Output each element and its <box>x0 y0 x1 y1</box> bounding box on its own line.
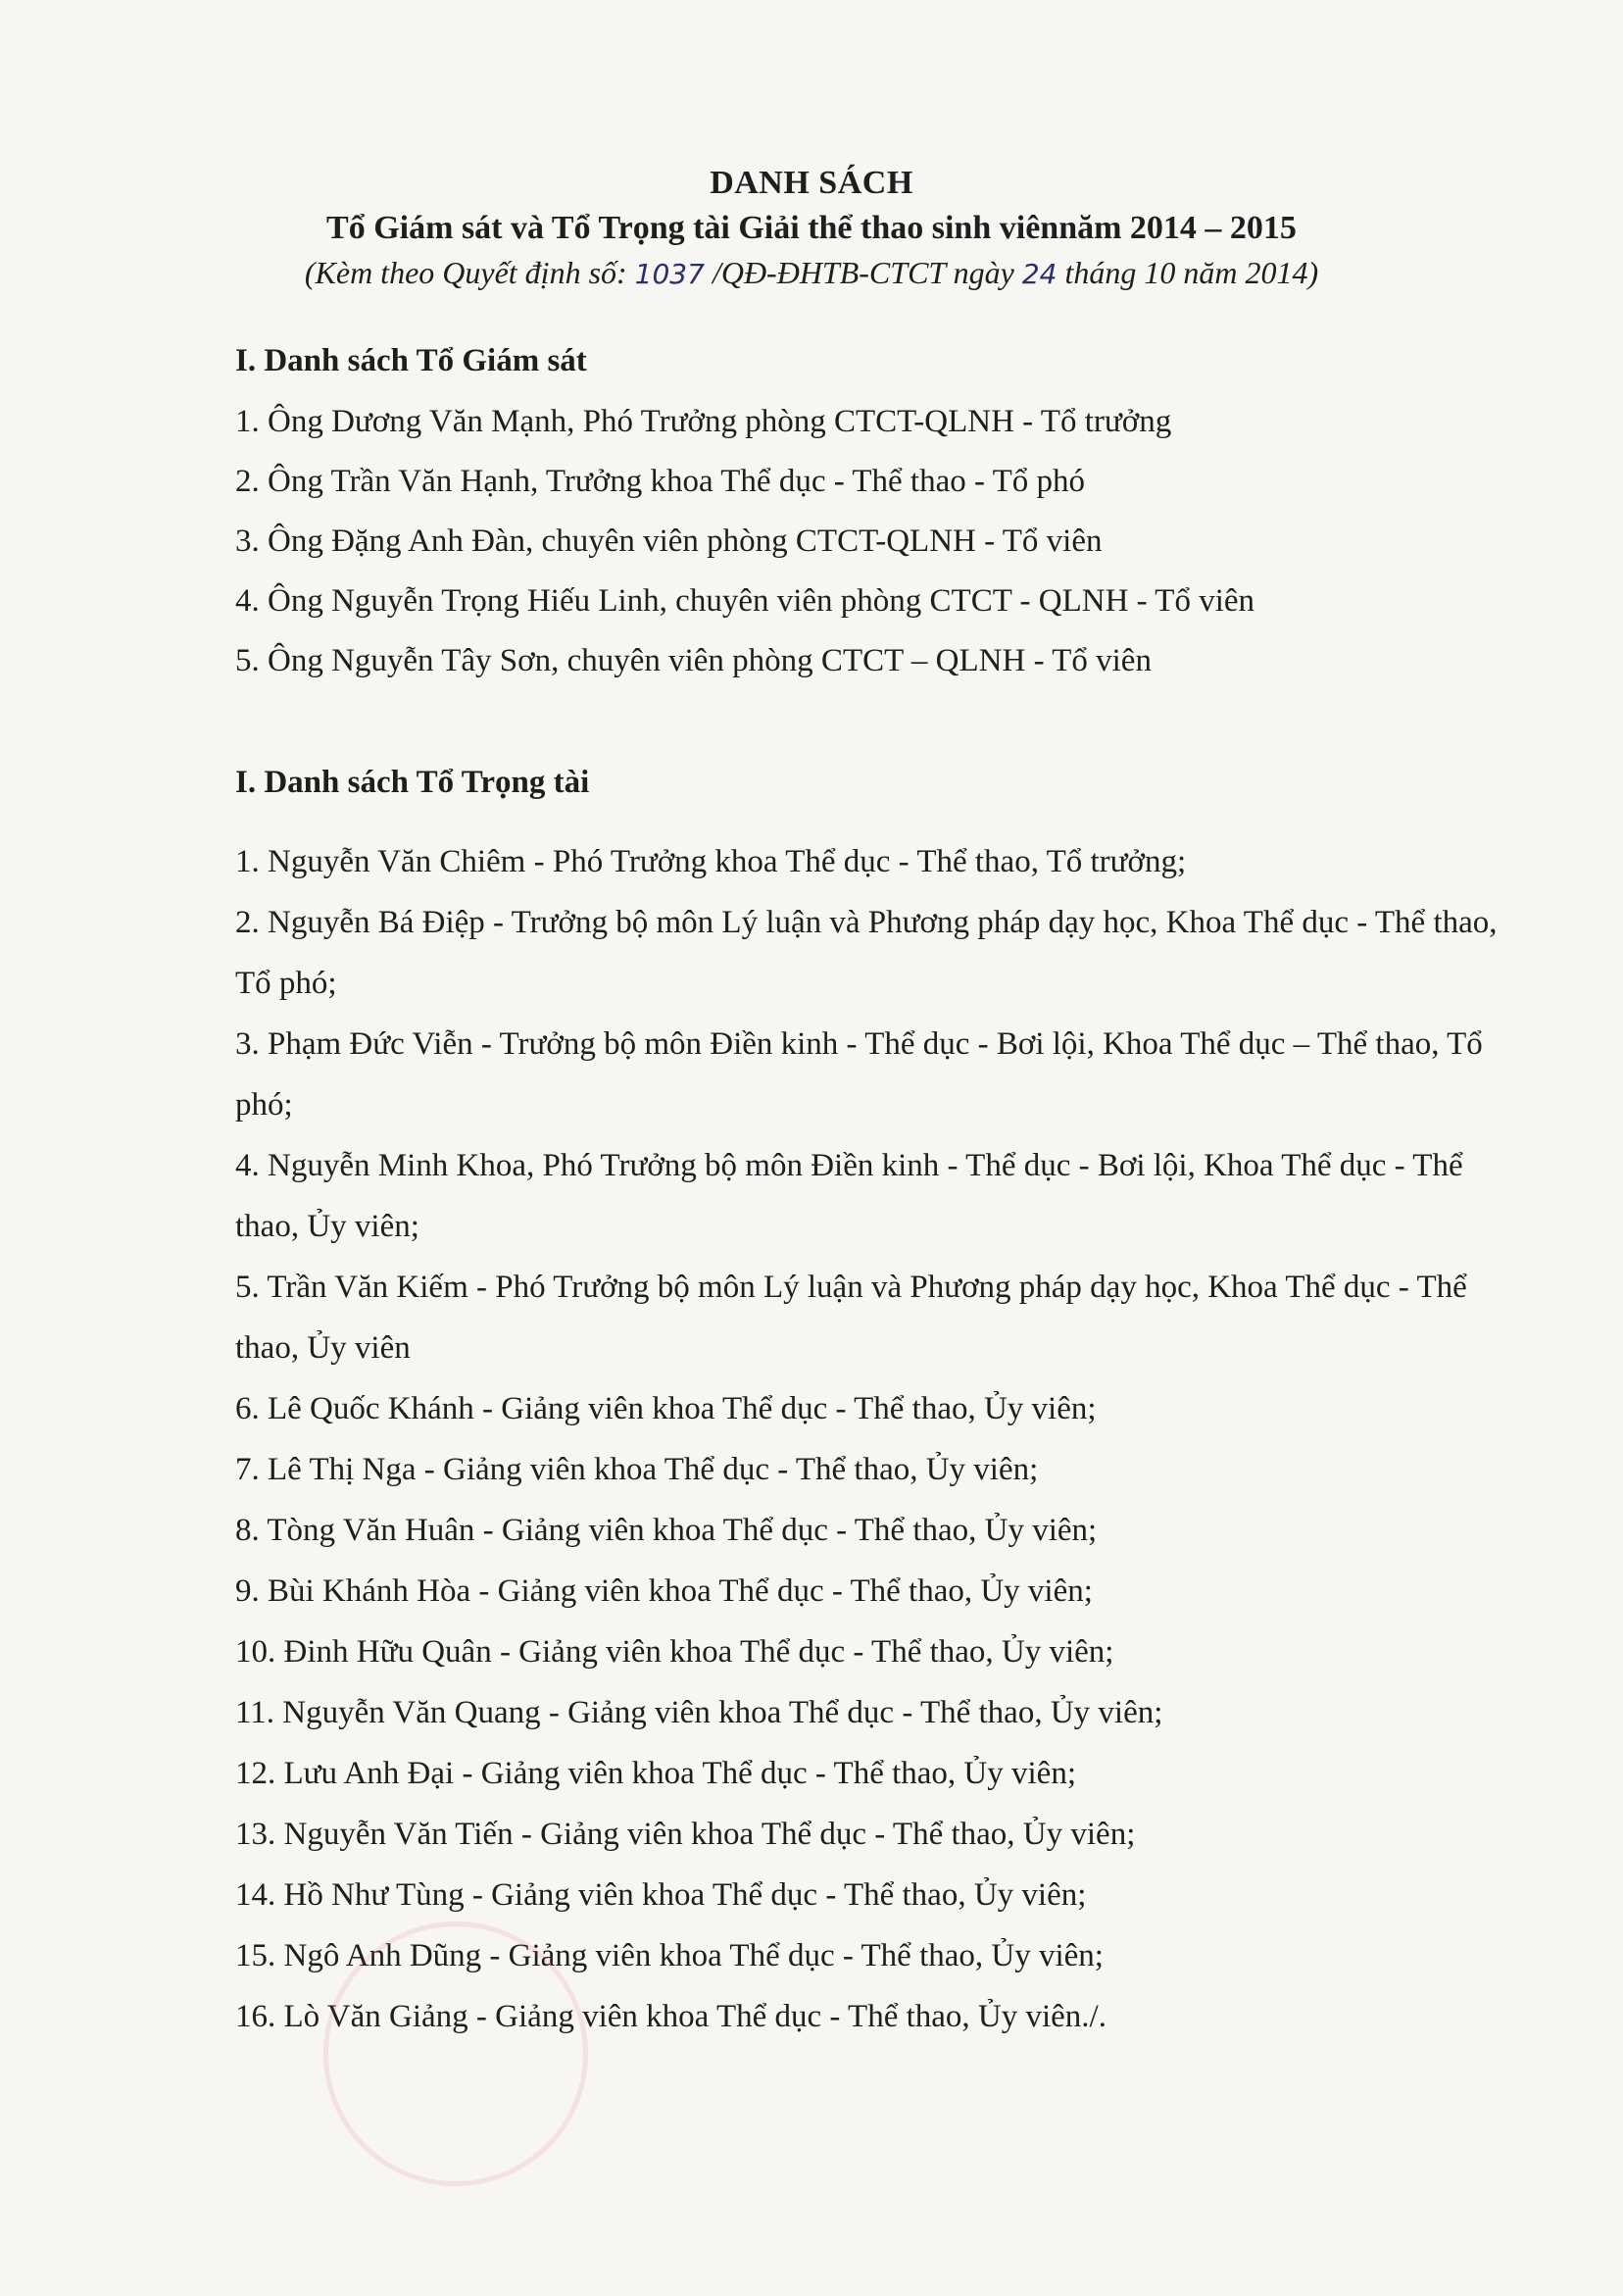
supervision-list <box>235 402 1500 701</box>
list-item: 13. Nguyễn Văn Tiến - Giảng viên khoa Thể dục - Thể thao, Ủy viên; <box>235 1817 1136 1852</box>
decision-number-handwritten: 1037 <box>634 258 705 290</box>
list-item: 2. Ông Trần Văn Hạnh, Trưởng khoa Thể dục - Thể thao - Tổ phó <box>235 464 1086 499</box>
section-referee-heading: I. Danh sách Tổ Trọng tài <box>235 765 590 800</box>
list-item: 1. Ông Dương Văn Mạnh, Phó Trưởng phòng CTCT-QLNH - Tổ trưởng <box>235 404 1172 439</box>
list-item: 2. Nguyễn Bá Điệp - Trưởng bộ môn Lý luận và Phương pháp dạy học, Khoa Thể dục - Thể thao, Tổ phó; <box>235 905 1498 1001</box>
list-item: 10. Đinh Hữu Quân - Giảng viên khoa Thể dục - Thể thao, Ủy viên; <box>235 1634 1114 1670</box>
list-item: 3. Phạm Đức Viễn - Trưởng bộ môn Điền kinh - Thể dục - Bơi lội, Khoa Thể dục – Thể thao, Tổ phó; <box>235 1026 1483 1123</box>
attachment-prefix: (Kèm theo Quyết định số: <box>304 255 635 290</box>
list-item: 3. Ông Đặng Anh Đàn, chuyên viên phòng CTCT-QLNH - Tổ viên <box>235 524 1103 559</box>
list-item: 15. Ngô Anh Dũng - Giảng viên khoa Thể dục - Thể thao, Ủy viên; <box>235 1938 1104 1973</box>
list-item: 5. Ông Nguyễn Tây Sơn, chuyên viên phòng CTCT – QLNH - Tổ viên <box>235 643 1152 678</box>
list-item: 12. Lưu Anh Đại - Giảng viên khoa Thể dục - Thể thao, Ủy viên; <box>235 1756 1076 1791</box>
list-item: 11. Nguyễn Văn Quang - Giảng viên khoa Thể dục - Thể thao, Ủy viên; <box>235 1695 1163 1730</box>
list-item: 4. Nguyễn Minh Khoa, Phó Trưởng bộ môn Điền kinh - Thể dục - Bơi lội, Khoa Thể dục - Thể thao, Ủy viên; <box>235 1148 1463 1244</box>
list-item: 14. Hồ Như Tùng - Giảng viên khoa Thể dục - Thể thao, Ủy viên; <box>235 1877 1087 1913</box>
list-item: 7. Lê Thị Nga - Giảng viên khoa Thể dục - Thể thao, Ủy viên; <box>235 1452 1039 1487</box>
list-item: 5. Trần Văn Kiếm - Phó Trưởng bộ môn Lý luận và Phương pháp dạy học, Khoa Thể dục - Thể thao, Ủy viên <box>235 1270 1467 1366</box>
list-item: 16. Lò Văn Giảng - Giảng viên khoa Thể dục - Thể thao, Ủy viên./. <box>235 1999 1107 2034</box>
attachment-middle: /QĐ-ĐHTB-CTCT ngày <box>704 255 1022 290</box>
decision-day-handwritten: 24 <box>1021 258 1057 290</box>
list-item: 9. Bùi Khánh Hòa - Giảng viên khoa Thể dục - Thể thao, Ủy viên; <box>235 1573 1093 1609</box>
list-item: 4. Ông Nguyễn Trọng Hiếu Linh, chuyên viên phòng CTCT - QLNH - Tổ viên <box>235 583 1255 619</box>
faint-seal-stamp <box>323 1922 588 2186</box>
referee-list <box>235 831 1500 2047</box>
list-item: 1. Nguyễn Văn Chiêm - Phó Trưởng khoa Thể dục - Thể thao, Tổ trưởng; <box>235 844 1187 879</box>
document-title: DANH SÁCH <box>710 165 913 201</box>
section-supervision-heading: I. Danh sách Tổ Giám sát <box>235 343 587 378</box>
attachment-suffix: tháng 10 năm 2014) <box>1057 255 1319 290</box>
attachment-note <box>0 255 1623 291</box>
list-item: 6. Lê Quốc Khánh - Giảng viên khoa Thể dục - Thể thao, Ủy viên; <box>235 1391 1097 1426</box>
document-subtitle: Tổ Giám sát và Tổ Trọng tài Giải thể thao sinh viênnăm 2014 – 2015 <box>326 210 1297 246</box>
list-item: 8. Tòng Văn Huân - Giảng viên khoa Thể dục - Thể thao, Ủy viên; <box>235 1513 1098 1548</box>
